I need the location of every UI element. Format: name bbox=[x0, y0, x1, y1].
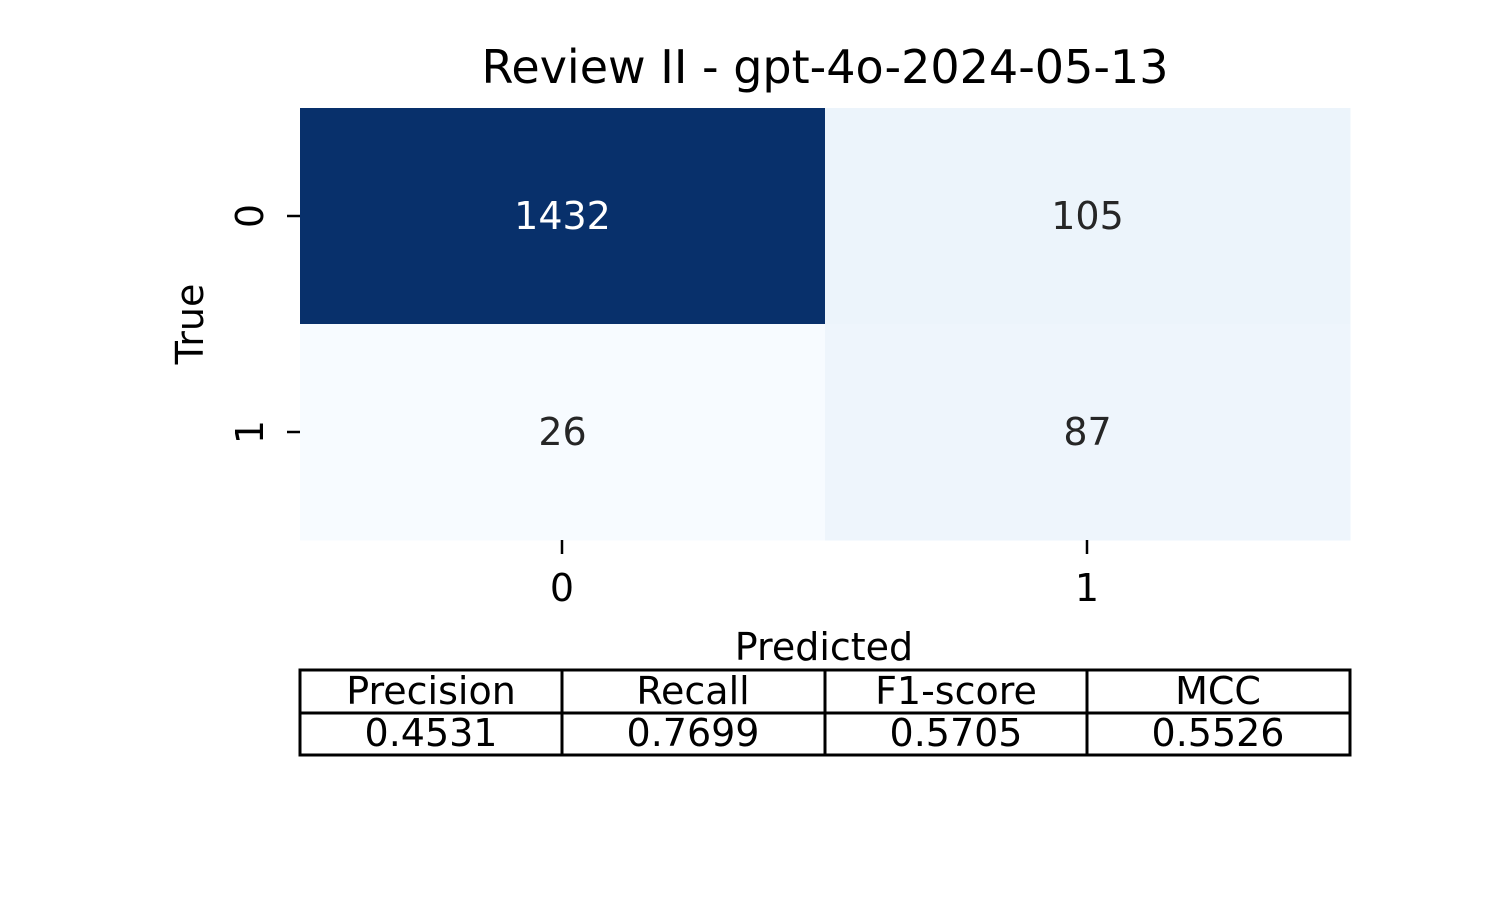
metrics-header-recall: Recall bbox=[636, 669, 750, 713]
y-axis bbox=[168, 204, 300, 444]
heatmap-cells bbox=[300, 108, 1351, 541]
x-tick-label-0: 0 bbox=[549, 566, 575, 610]
cell-value-label: 105 bbox=[1051, 194, 1124, 238]
metrics-value-mcc: 0.5526 bbox=[1151, 711, 1285, 755]
metrics-header-precision: Precision bbox=[346, 669, 516, 713]
metrics-header-f1-score: F1-score bbox=[875, 669, 1037, 713]
metrics-value-f1-score: 0.5705 bbox=[889, 711, 1023, 755]
x-axis bbox=[550, 540, 1099, 669]
metrics-value-precision: 0.4531 bbox=[364, 711, 498, 755]
cell-value-label: 1432 bbox=[514, 194, 611, 238]
y-tick-label-0: 0 bbox=[228, 203, 272, 229]
y-axis-label: True bbox=[168, 283, 212, 365]
y-tick-label-1: 1 bbox=[228, 419, 272, 445]
metrics-table bbox=[300, 669, 1350, 755]
x-tick-label-1: 1 bbox=[1074, 566, 1100, 610]
chart-title: Review II - gpt-4o-2024-05-13 bbox=[481, 40, 1169, 94]
cell-value-label: 87 bbox=[1063, 410, 1112, 454]
metrics-header-mcc: MCC bbox=[1175, 669, 1261, 713]
metrics-value-recall: 0.7699 bbox=[626, 711, 760, 755]
x-axis-label: Predicted bbox=[734, 625, 914, 669]
cell-value-label: 26 bbox=[538, 410, 587, 454]
